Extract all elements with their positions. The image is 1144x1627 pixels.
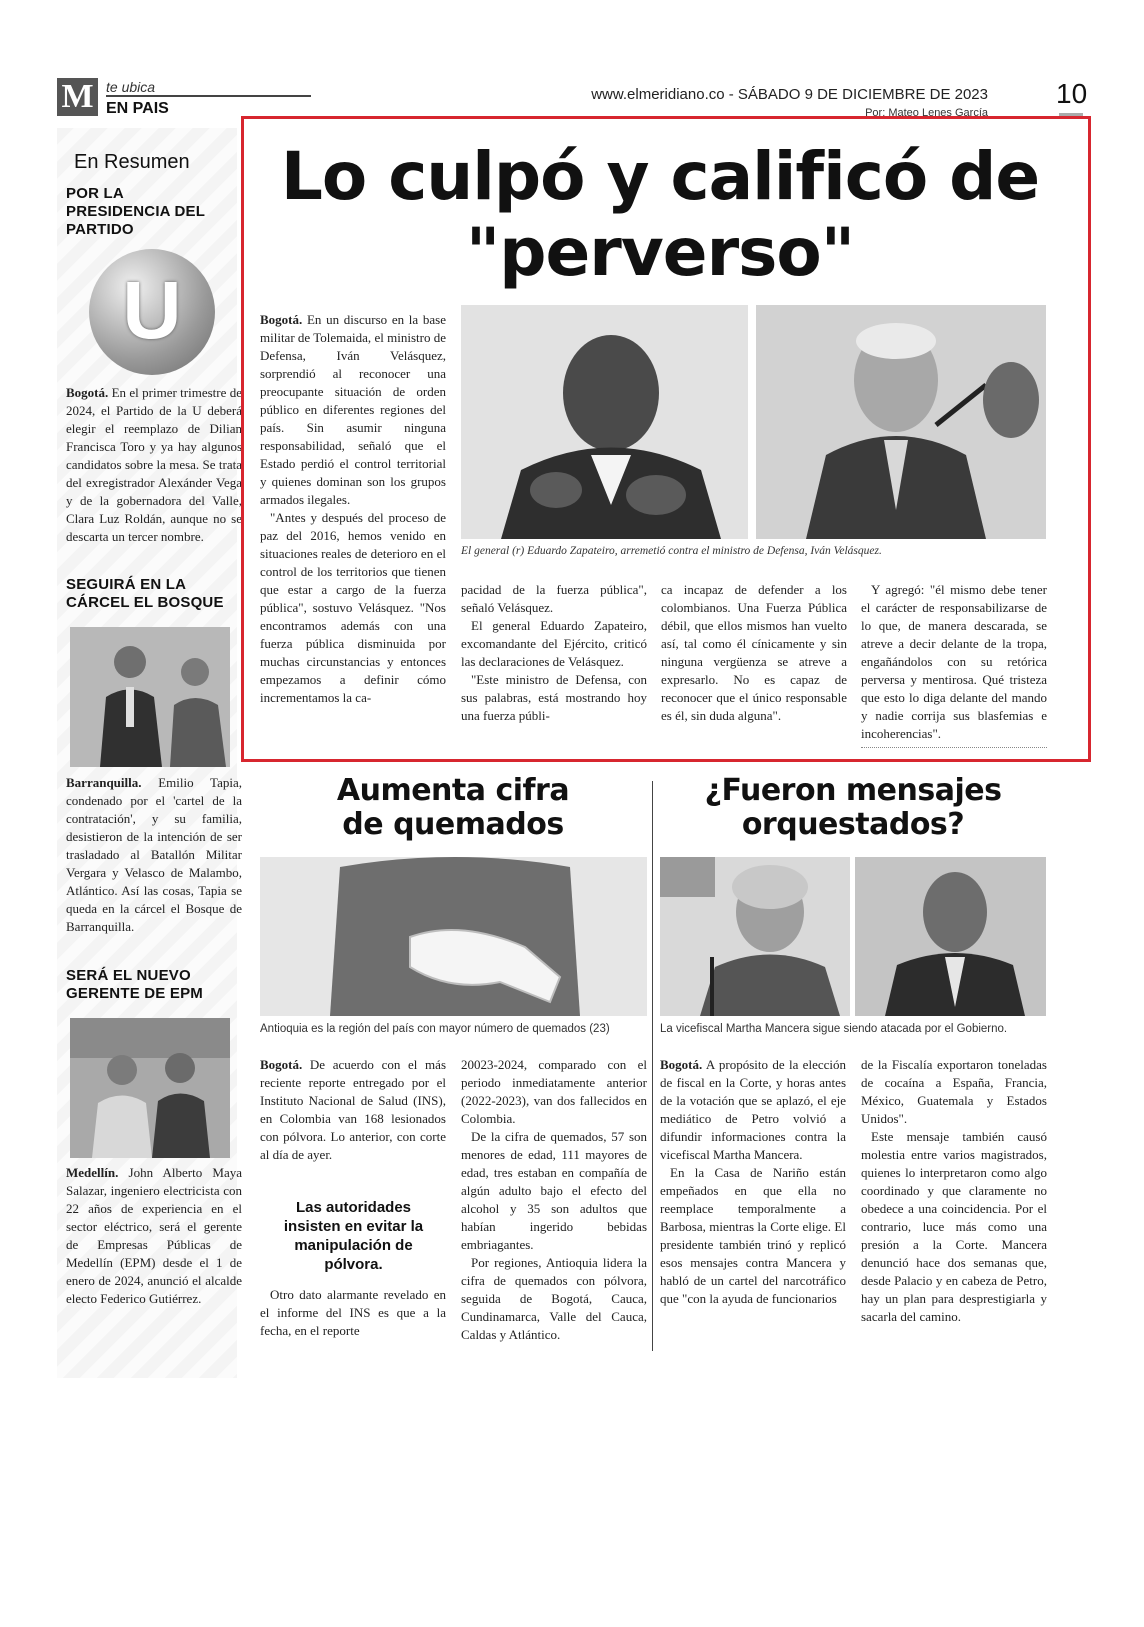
sidebar-item-party <box>66 384 242 546</box>
messages-story-col2 <box>861 1056 1047 1326</box>
messages-headline-line2: orquestados? <box>741 807 965 842</box>
dateline[interactable]: www.elmeridiano.co - SÁBADO 9 DE DICIEMBRE DE 2023 <box>591 86 988 103</box>
header-rule <box>106 95 311 97</box>
paragraph: ca incapaz de defender a los colombianos. Una Fuerza Pública débil, que ellos mismos han vuelto así, tal como él cínicamente y sin ninguna vergüenza se atreve a expresarlo. No es capaz de reconocer que el único responsable es él, sin duda alguna". <box>661 582 847 723</box>
section-label: EN PAIS <box>106 100 169 117</box>
photo-burns-figure <box>260 857 647 1016</box>
sidebar-item-epm <box>66 1164 242 1308</box>
photo-petro <box>855 857 1046 1016</box>
burns-story-col2 <box>461 1056 647 1344</box>
photo-petro-figure <box>855 857 1046 1016</box>
paragraph: Por regiones, Antioquia lidera la cifra de quemados con pólvora, seguida de Bogotá, Cauca, Cundinamarca, Valle del Cauca, Caldas y Atlántico. <box>461 1255 647 1342</box>
sidebar-item-text: En el primer trimestre de 2024, el Partido de la U deberá elegir el reemplazo de Dilian Francisca Toro y ya hay algunos candidatos sobre la mesa. Se trata del exregistrador Alexánder Vega y de la gobernadora del Valle, Clara Luz Roldán, aunque no se descarta un tercer nombre. <box>66 385 242 544</box>
paragraph: El general Eduardo Zapateiro, excomandante del Ejército, criticó las declaraciones de Velásquez. <box>461 618 647 669</box>
sidebar-item-text: John Alberto Maya Salazar, ingeniero electricista con 22 años de experiencia en el sector eléctrico, será el gerente de Empresas Públicas de Medellín (EPM) desde el 1 de enero de 2024, anunció el alcalde electo Federico Gutiérrez. <box>66 1165 242 1306</box>
burns-headline-line1: Aumenta cifra <box>336 773 570 808</box>
page-number: 10 <box>1056 78 1088 109</box>
photo-velasquez <box>756 305 1046 539</box>
photo-tapia-figure <box>70 627 230 767</box>
paragraph: En la Casa de Nariño están empeñados en que ella no reemplace temporalmente a Barbosa, mientras la Corte elige. El presidente también trinó y replicó esos mensajes contra Mancera y habló de un cartel del narcotráfico que "con la ayuda de funcionarios <box>660 1165 846 1306</box>
paragraph: "Este ministro de Defensa, con sus palabras, está mostrando hoy una fuerza públi- <box>461 672 647 723</box>
main-headline[interactable]: Lo culpó y calificó de "perverso" <box>280 138 1040 291</box>
burns-headline-line2: de quemados <box>342 807 564 842</box>
paragraph-text: De acuerdo con el más reciente reporte entregado por el Instituto Nacional de Salud (INS), en Colombia van 168 lesionados con pólvora. Lo anterior, con corte al día de ayer. <box>260 1057 446 1162</box>
main-photo-caption: El general (r) Eduardo Zapateiro, arremetió contra el ministro de Defensa, Iván Velásquez. <box>461 545 882 557</box>
paragraph <box>260 311 446 509</box>
party-u-logo <box>89 249 215 375</box>
column-divider <box>652 781 653 1351</box>
photo-tapia <box>70 627 230 767</box>
burns-story-col1 <box>260 1056 446 1164</box>
paragraph: de la Fiscalía exportaron toneladas de cocaína a España, Francia, México, Guatemala y Estados Unidos". <box>861 1057 1047 1126</box>
messages-headline-line1: ¿Fueron mensajes <box>704 773 1002 808</box>
sidebar-heading-epm: SERÁ EL NUEVO GERENTE DE EPM <box>66 967 203 1002</box>
photo-zapateiro-figure <box>461 305 748 539</box>
messages-photo-caption: La vicefiscal Martha Mancera sigue siendo atacada por el Gobierno. <box>660 1023 1008 1035</box>
newspaper-logo: M <box>57 78 98 116</box>
paragraph: pacidad de la fuerza pública", señaló Velásquez. <box>461 582 647 615</box>
paragraph: Otro dato alarmante revelado en el informe del INS es que a la fecha, en el reporte <box>260 1287 446 1338</box>
messages-story-col1 <box>660 1056 846 1308</box>
photo-mancera <box>660 857 850 1016</box>
paragraph: 20023-2024, comparado con el periodo inmediatamente anterior (2022-2023), van dos fallecidos en Colombia. <box>461 1057 647 1126</box>
photo-burns <box>260 857 647 1016</box>
photo-epm <box>70 1018 230 1158</box>
paragraph: Este mensaje también causó molestia entre varios magistrados, quienes lo interpretaron como algo coordinado y que claramente no obedece a una coincidencia. Por el contrario, luce más como una presión a la Corte. Mancera denunció hace dos semanas que, desde Palacio y en cabeza de Petro, hay un plan para desprestigiarla y sacarla del camino. <box>861 1129 1047 1324</box>
byline: Por: Mateo Lenes García <box>865 107 988 119</box>
dateline-city: Bogotá. <box>260 1057 303 1072</box>
burns-story-col1-cont <box>260 1286 446 1340</box>
paragraph-text: En un discurso en la base militar de Tolemaida, el ministro de Defensa, Iván Velásquez, sorprendió al reconocer una preocupante situación de orden público en diferentes regiones del país. Sin asumir ninguna responsabilidad, señaló que el Estado perdió el control territorial y quienes dominan son los grupos armados ilegales. <box>260 312 446 507</box>
photo-epm-figure <box>70 1018 230 1158</box>
dateline-city: Medellín. <box>66 1165 119 1180</box>
tagline-small: te ubica <box>106 79 156 95</box>
paragraph: De la cifra de quemados, 57 son menores de edad, 111 mayores de edad, tres estaban en compañía de algún adulto bajo el efecto del alcohol y 35 son adultos que habían ingerido bebidas embriagantes. <box>461 1129 647 1252</box>
dateline-city: Bogotá. <box>260 312 303 327</box>
paragraph: Y agregó: "él mismo debe tener el carácter de responsabilizarse de lo que, de manera descarada, se atreve a decir delante de la tropa, engañándolos con su retórica perversa y mentirosa. Qué tristeza que esto lo diga delante del mando y nadie corrija sus blasfemias e incoherencias". <box>861 582 1047 741</box>
party-u-letter: U <box>122 265 182 356</box>
messages-headline[interactable] <box>660 774 1046 842</box>
sidebar-heading-party: POR LA PRESIDENCIA DEL PARTIDO <box>66 185 205 238</box>
photo-velasquez-figure <box>756 305 1046 539</box>
paragraph-text: A propósito de la elección de fiscal en la Corte, y horas antes de la votación que se aplazó, el eje mediático de Petro volvió a difundir informaciones contra la vicefiscal Martha Mancera. <box>660 1057 846 1162</box>
dateline-city: Bogotá. <box>660 1057 703 1072</box>
photo-mancera-figure <box>660 857 850 1016</box>
main-story-col3 <box>661 581 847 725</box>
dateline-city: Barranquilla. <box>66 775 142 790</box>
paragraph <box>660 1056 846 1164</box>
sidebar-heading-prison: SEGUIRÁ EN LA CÁRCEL EL BOSQUE <box>66 576 224 611</box>
main-story-col2 <box>461 581 647 725</box>
paragraph <box>260 1056 446 1164</box>
main-story-col4 <box>861 581 1047 748</box>
sidebar-item-prison <box>66 774 242 936</box>
burns-photo-caption: Antioquia es la región del país con mayor número de quemados (23) <box>260 1023 610 1035</box>
dateline-city: Bogotá. <box>66 385 109 400</box>
sidebar-item-text: Emilio Tapia, condenado por el 'cartel de la contratación', y su familia, desistieron de la intención de ser trasladado al Batallón Militar Vergara y Velasco de Malambo, Atlántico. Así las cosas, Tapia se queda en la cárcel el Bosque de Barranquilla. <box>66 775 242 934</box>
burns-headline[interactable] <box>260 774 646 842</box>
paragraph: "Antes y después del proceso de paz del 2016, hemos venido en situaciones reales de deterioro en el control de los territorios que tienen que estar a cargo de la fuerza pública", sostuvo Velásquez. "Nos encontramos además con una fuerza pública disminuida por muchas circunstancias y entonces empezamos a definir cómo incrementamos la ca- <box>260 510 446 705</box>
sidebar-title: En Resumen <box>74 151 190 173</box>
burns-pullquote: Las autoridades insisten en evitar la manipulación de pólvora. <box>283 1199 424 1273</box>
photo-zapateiro <box>461 305 748 539</box>
main-story-col1 <box>260 311 446 707</box>
